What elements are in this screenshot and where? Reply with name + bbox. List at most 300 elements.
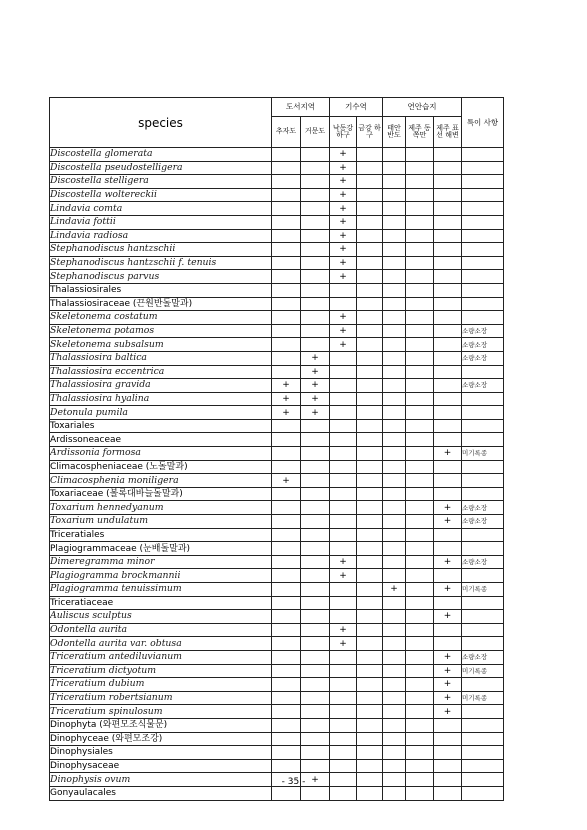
occurrence-cell	[301, 229, 330, 243]
occurrence-cell	[357, 786, 383, 800]
table-row	[50, 215, 504, 229]
occurrence-cell	[272, 664, 301, 678]
occurrence-cell	[406, 555, 434, 569]
note-cell: 미기록종	[462, 691, 504, 705]
taxon-name: Toxarium hennedyanum	[50, 501, 272, 515]
occurrence-cell	[357, 379, 383, 393]
occurrence-cell	[357, 569, 383, 583]
occurrence-cell	[330, 596, 357, 610]
occurrence-cell	[406, 746, 434, 760]
occurrence-cell	[272, 215, 301, 229]
table-row	[50, 338, 504, 352]
occurrence-cell	[357, 243, 383, 257]
occurrence-cell	[357, 351, 383, 365]
table-row	[50, 718, 504, 732]
occurrence-cell	[434, 596, 462, 610]
occurrence-cell	[434, 256, 462, 270]
occurrence-cell	[330, 487, 357, 501]
table-row	[50, 460, 504, 474]
occurrence-cell	[272, 759, 301, 773]
occurrence-cell	[301, 487, 330, 501]
occurrence-cell	[383, 406, 406, 420]
occurrence-cell	[357, 215, 383, 229]
table-row	[50, 555, 504, 569]
taxon-name: Triceratium spinulosum	[50, 705, 272, 719]
occurrence-cell	[330, 786, 357, 800]
occurrence-cell	[272, 746, 301, 760]
occurrence-cell	[406, 283, 434, 297]
table-body	[50, 148, 504, 801]
occurrence-cell	[272, 705, 301, 719]
occurrence-cell	[357, 746, 383, 760]
occurrence-cell	[330, 678, 357, 692]
occurrence-cell	[272, 283, 301, 297]
taxon-name: Discostella stelligera	[50, 175, 272, 189]
occurrence-cell	[272, 188, 301, 202]
occurrence-cell	[357, 555, 383, 569]
occurrence-cell	[406, 297, 434, 311]
taxon-name: Thalassiosira hyalina	[50, 392, 272, 406]
occurrence-cell	[434, 270, 462, 284]
occurrence-cell	[357, 678, 383, 692]
note-cell	[462, 474, 504, 488]
occurrence-cell	[434, 188, 462, 202]
taxon-name: Lindavia fottii	[50, 215, 272, 229]
table-row	[50, 161, 504, 175]
occurrence-cell	[301, 175, 330, 189]
occurrence-cell: +	[330, 311, 357, 325]
occurrence-cell: +	[301, 379, 330, 393]
occurrence-cell	[330, 406, 357, 420]
taxon-name: Discostella woltereckii	[50, 188, 272, 202]
table-row	[50, 705, 504, 719]
occurrence-cell	[272, 161, 301, 175]
species-column-header: species	[50, 98, 272, 148]
occurrence-cell: +	[330, 161, 357, 175]
occurrence-cell	[406, 202, 434, 216]
occurrence-cell	[301, 419, 330, 433]
occurrence-cell	[434, 637, 462, 651]
occurrence-cell: +	[330, 148, 357, 162]
occurrence-cell	[383, 732, 406, 746]
occurrence-cell	[383, 243, 406, 257]
occurrence-cell	[357, 732, 383, 746]
occurrence-cell	[357, 474, 383, 488]
jeju-column-header: 제주 동쪽만	[406, 117, 434, 148]
occurrence-cell	[383, 379, 406, 393]
occurrence-cell	[383, 678, 406, 692]
note-cell	[462, 215, 504, 229]
table-row	[50, 447, 504, 461]
occurrence-cell: +	[330, 243, 357, 257]
taxon-name: Dinophyceae (와편모조강)	[50, 732, 272, 746]
occurrence-cell: +	[434, 664, 462, 678]
occurrence-cell	[383, 623, 406, 637]
table-row	[50, 419, 504, 433]
occurrence-cell	[272, 786, 301, 800]
nakdong-column-header: 낙동강 하구	[330, 117, 357, 148]
occurrence-cell	[301, 460, 330, 474]
table-row	[50, 596, 504, 610]
occurrence-cell	[272, 351, 301, 365]
occurrence-cell	[383, 542, 406, 556]
occurrence-cell	[357, 759, 383, 773]
occurrence-cell	[357, 229, 383, 243]
taxon-name: Lindavia comta	[50, 202, 272, 216]
note-cell: 소량소장	[462, 338, 504, 352]
taxon-name: Toxarium undulatum	[50, 515, 272, 529]
occurrence-cell: +	[434, 610, 462, 624]
taxon-name: Dinophysis ovum	[50, 773, 272, 787]
table-row	[50, 311, 504, 325]
occurrence-cell	[272, 515, 301, 529]
occurrence-cell	[406, 474, 434, 488]
table-row	[50, 759, 504, 773]
occurrence-cell	[272, 243, 301, 257]
occurrence-cell	[406, 188, 434, 202]
occurrence-cell	[357, 297, 383, 311]
occurrence-cell	[383, 474, 406, 488]
island-group-header: 도서지역	[272, 98, 330, 117]
occurrence-cell	[383, 555, 406, 569]
occurrence-cell	[272, 583, 301, 597]
table-row	[50, 243, 504, 257]
occurrence-cell	[383, 664, 406, 678]
note-cell	[462, 610, 504, 624]
occurrence-cell	[272, 229, 301, 243]
note-cell	[462, 148, 504, 162]
occurrence-cell	[406, 569, 434, 583]
occurrence-cell: +	[330, 623, 357, 637]
table-row	[50, 256, 504, 270]
occurrence-cell	[434, 460, 462, 474]
occurrence-cell: +	[330, 569, 357, 583]
occurrence-cell	[357, 433, 383, 447]
occurrence-cell	[406, 650, 434, 664]
occurrence-cell: +	[434, 705, 462, 719]
table-row	[50, 351, 504, 365]
taxon-name: Skeletonema costatum	[50, 311, 272, 325]
occurrence-cell	[406, 528, 434, 542]
occurrence-cell	[434, 419, 462, 433]
occurrence-cell: +	[434, 501, 462, 515]
occurrence-cell	[434, 297, 462, 311]
occurrence-cell	[357, 161, 383, 175]
occurrence-cell: +	[383, 583, 406, 597]
table-row	[50, 623, 504, 637]
occurrence-cell	[301, 691, 330, 705]
occurrence-cell	[383, 718, 406, 732]
occurrence-cell	[272, 338, 301, 352]
occurrence-cell	[301, 759, 330, 773]
note-cell	[462, 732, 504, 746]
occurrence-cell	[330, 542, 357, 556]
occurrence-cell	[272, 650, 301, 664]
occurrence-cell	[383, 447, 406, 461]
occurrence-cell	[434, 229, 462, 243]
occurrence-cell	[301, 528, 330, 542]
taxon-name: Dinophyta (와편모조식물문)	[50, 718, 272, 732]
table-row	[50, 678, 504, 692]
occurrence-cell: +	[330, 229, 357, 243]
taxon-name: Skeletonema subsalsum	[50, 338, 272, 352]
taxon-name: Ardissoneaceae	[50, 433, 272, 447]
occurrence-cell	[357, 542, 383, 556]
occurrence-cell	[301, 256, 330, 270]
taxon-name: Triceratiales	[50, 528, 272, 542]
occurrence-cell: +	[301, 773, 330, 787]
occurrence-cell	[330, 501, 357, 515]
taxon-name: Triceratium antediluvianum	[50, 650, 272, 664]
occurrence-cell	[383, 487, 406, 501]
occurrence-cell	[272, 569, 301, 583]
occurrence-cell	[434, 746, 462, 760]
occurrence-cell	[272, 691, 301, 705]
occurrence-cell	[272, 542, 301, 556]
note-cell	[462, 678, 504, 692]
note-cell: 소량소장	[462, 501, 504, 515]
note-cell	[462, 365, 504, 379]
table-row	[50, 297, 504, 311]
occurrence-cell	[406, 732, 434, 746]
occurrence-cell	[357, 583, 383, 597]
occurrence-cell	[434, 175, 462, 189]
occurrence-cell	[272, 419, 301, 433]
occurrence-cell	[434, 202, 462, 216]
occurrence-cell	[301, 746, 330, 760]
taxon-name: Thalassiosira gravida	[50, 379, 272, 393]
table-row	[50, 664, 504, 678]
occurrence-cell	[383, 569, 406, 583]
occurrence-cell	[383, 338, 406, 352]
occurrence-cell	[357, 148, 383, 162]
occurrence-cell	[383, 528, 406, 542]
taxon-name: Stephanodiscus hantzschii f. tenuis	[50, 256, 272, 270]
occurrence-cell	[301, 188, 330, 202]
occurrence-cell	[383, 596, 406, 610]
occurrence-cell	[301, 283, 330, 297]
note-cell	[462, 569, 504, 583]
occurrence-cell	[406, 596, 434, 610]
occurrence-cell	[434, 542, 462, 556]
occurrence-cell	[406, 664, 434, 678]
taxon-name: Thalassiosira eccentrica	[50, 365, 272, 379]
occurrence-cell	[406, 678, 434, 692]
occurrence-cell: +	[434, 650, 462, 664]
occurrence-cell: +	[330, 188, 357, 202]
occurrence-cell	[330, 283, 357, 297]
occurrence-cell	[330, 691, 357, 705]
occurrence-cell	[406, 392, 434, 406]
note-cell	[462, 256, 504, 270]
taxon-name: Stephanodiscus parvus	[50, 270, 272, 284]
occurrence-cell	[406, 460, 434, 474]
occurrence-cell	[330, 474, 357, 488]
occurrence-cell	[406, 311, 434, 325]
occurrence-cell	[272, 460, 301, 474]
table-row	[50, 583, 504, 597]
occurrence-cell	[330, 419, 357, 433]
table-row	[50, 188, 504, 202]
occurrence-cell	[406, 215, 434, 229]
table-row	[50, 229, 504, 243]
occurrence-cell	[383, 433, 406, 447]
occurrence-cell: +	[330, 324, 357, 338]
table-row	[50, 746, 504, 760]
occurrence-cell	[301, 433, 330, 447]
taxon-name: Plagiogramma tenuissimum	[50, 583, 272, 597]
occurrence-cell	[301, 324, 330, 338]
occurrence-cell	[434, 786, 462, 800]
taxon-name: Lindavia radiosa	[50, 229, 272, 243]
occurrence-cell	[434, 487, 462, 501]
occurrence-cell	[357, 406, 383, 420]
occurrence-cell	[357, 270, 383, 284]
occurrence-cell: +	[434, 447, 462, 461]
occurrence-cell	[406, 542, 434, 556]
occurrence-cell	[357, 460, 383, 474]
note-cell	[462, 759, 504, 773]
occurrence-cell	[383, 256, 406, 270]
occurrence-cell: +	[330, 555, 357, 569]
occurrence-cell	[383, 691, 406, 705]
occurrence-cell	[383, 188, 406, 202]
table-row	[50, 515, 504, 529]
note-column-header: 특이 사항	[462, 98, 504, 148]
occurrence-cell	[272, 596, 301, 610]
note-cell	[462, 161, 504, 175]
occurrence-cell	[434, 283, 462, 297]
occurrence-cell	[272, 148, 301, 162]
occurrence-cell	[357, 596, 383, 610]
occurrence-cell	[406, 515, 434, 529]
occurrence-cell	[357, 528, 383, 542]
occurrence-cell	[406, 379, 434, 393]
occurrence-cell	[357, 637, 383, 651]
taxon-name: Dinophysaceae	[50, 759, 272, 773]
occurrence-cell	[301, 148, 330, 162]
occurrence-cell	[383, 229, 406, 243]
occurrence-cell	[383, 283, 406, 297]
occurrence-cell	[272, 555, 301, 569]
table-row	[50, 650, 504, 664]
occurrence-cell	[301, 637, 330, 651]
table-row	[50, 542, 504, 556]
occurrence-cell	[434, 759, 462, 773]
note-cell: 소량소장	[462, 351, 504, 365]
taxon-name: Toxariaceae (볼록대바늘돌말과)	[50, 487, 272, 501]
occurrence-cell	[383, 786, 406, 800]
occurrence-cell	[330, 392, 357, 406]
occurrence-cell	[434, 351, 462, 365]
occurrence-cell	[434, 365, 462, 379]
occurrence-cell	[272, 487, 301, 501]
occurrence-cell	[357, 623, 383, 637]
taxon-name: Odontella aurita var. obtusa	[50, 637, 272, 651]
table-row	[50, 528, 504, 542]
occurrence-cell	[330, 705, 357, 719]
occurrence-cell	[330, 759, 357, 773]
occurrence-cell: +	[301, 351, 330, 365]
table-row	[50, 786, 504, 800]
occurrence-cell	[357, 501, 383, 515]
occurrence-cell	[383, 175, 406, 189]
note-cell: 미기록종	[462, 583, 504, 597]
occurrence-cell	[301, 297, 330, 311]
occurrence-cell	[406, 243, 434, 257]
occurrence-cell	[330, 460, 357, 474]
occurrence-cell	[434, 718, 462, 732]
occurrence-cell	[357, 311, 383, 325]
taxon-name: Auliscus sculptus	[50, 610, 272, 624]
occurrence-cell	[301, 215, 330, 229]
note-cell	[462, 229, 504, 243]
note-cell	[462, 433, 504, 447]
taean-column-header: 태안 반도	[383, 117, 406, 148]
occurrence-cell	[434, 569, 462, 583]
occurrence-cell	[383, 392, 406, 406]
occurrence-cell	[330, 583, 357, 597]
occurrence-cell	[357, 324, 383, 338]
occurrence-cell	[406, 433, 434, 447]
note-cell	[462, 718, 504, 732]
taxon-name: Dimeregramma minor	[50, 555, 272, 569]
occurrence-cell	[357, 256, 383, 270]
occurrence-cell	[383, 705, 406, 719]
occurrence-cell	[434, 148, 462, 162]
note-cell: 소량소장	[462, 324, 504, 338]
table-row	[50, 569, 504, 583]
table-row	[50, 392, 504, 406]
note-cell: 소량소장	[462, 379, 504, 393]
occurrence-cell	[434, 379, 462, 393]
taxon-name: Thalassiosira baltica	[50, 351, 272, 365]
occurrence-cell	[434, 406, 462, 420]
occurrence-cell	[383, 202, 406, 216]
taxon-name: Dinophysiales	[50, 746, 272, 760]
occurrence-cell: +	[330, 270, 357, 284]
occurrence-cell	[357, 188, 383, 202]
occurrence-cell	[406, 161, 434, 175]
occurrence-cell	[301, 474, 330, 488]
occurrence-cell	[434, 338, 462, 352]
note-cell: 소량소장	[462, 555, 504, 569]
occurrence-cell	[301, 555, 330, 569]
occurrence-cell	[301, 569, 330, 583]
occurrence-cell: +	[272, 406, 301, 420]
occurrence-cell	[406, 419, 434, 433]
occurrence-cell	[434, 243, 462, 257]
occurrence-cell	[383, 270, 406, 284]
occurrence-cell	[383, 501, 406, 515]
occurrence-cell	[272, 256, 301, 270]
occurrence-cell	[301, 596, 330, 610]
occurrence-cell	[272, 447, 301, 461]
occurrence-cell	[434, 433, 462, 447]
table-row	[50, 175, 504, 189]
occurrence-cell	[383, 637, 406, 651]
note-cell: 미기록종	[462, 447, 504, 461]
table-row	[50, 487, 504, 501]
occurrence-cell	[301, 243, 330, 257]
occurrence-cell	[301, 311, 330, 325]
occurrence-cell	[383, 215, 406, 229]
taxon-name: Thalassiosirales	[50, 283, 272, 297]
occurrence-cell	[406, 487, 434, 501]
occurrence-cell	[357, 705, 383, 719]
occurrence-cell	[357, 515, 383, 529]
occurrence-cell	[272, 433, 301, 447]
